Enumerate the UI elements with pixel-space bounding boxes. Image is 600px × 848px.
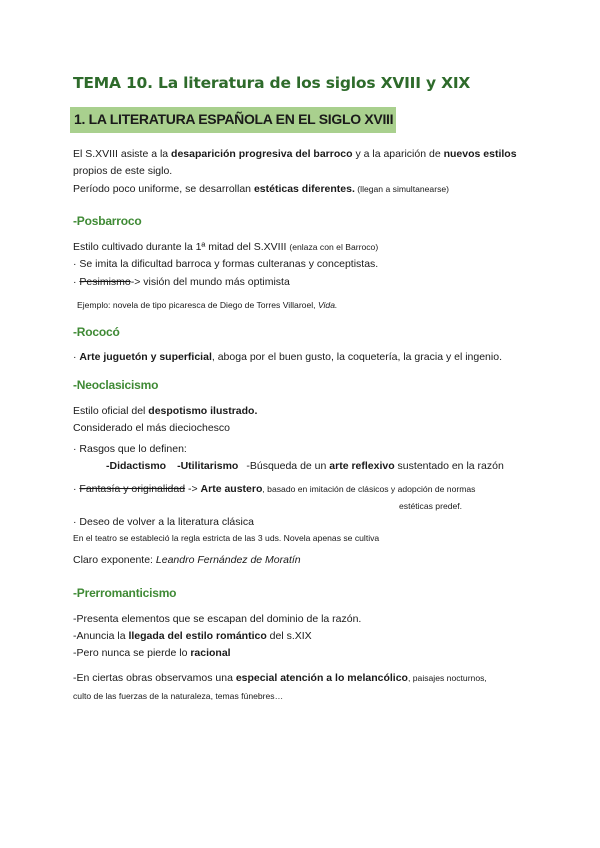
neoclasicismo-line-1: Estilo oficial del despotismo ilustrado.	[73, 405, 258, 417]
posbarroco-line-1: Estilo cultivado durante la 1ª mitad del S.XVIII (enlaza con el Barroco)	[73, 241, 379, 253]
intro-line-2: propios de este siglo.	[73, 165, 173, 177]
neoclasicismo-line-7: · Deseo de volver a la literatura clásica	[73, 516, 254, 528]
document-title: TEMA 10. La literatura de los siglos XVIII y XIX	[73, 74, 471, 92]
posbarroco-line-3: · Pesimismo-> visión del mundo más optimista	[73, 276, 290, 288]
intro-line-1: El S.XVIII asiste a la desaparición progresiva del barroco y a la aparición de nuevos estilos	[73, 148, 517, 160]
neoclasicismo-line-9: Claro exponente: Leandro Fernández de Moratín	[73, 554, 301, 566]
prerromanticismo-line-4: -En ciertas obras observamos una especial atención a lo melancólico, paisajes nocturnos,	[73, 672, 487, 684]
neoclasicismo-line-6: estéticas predef.	[399, 501, 463, 511]
prerromanticismo-line-2: -Anuncia la llegada del estilo romántico del s.XIX	[73, 630, 312, 642]
section-heading: 1. LA LITERATURA ESPAÑOLA EN EL SIGLO XVIII	[74, 111, 394, 127]
subsection-heading-neoclasicismo: -Neoclasicismo	[73, 378, 159, 392]
neoclasicismo-line-5: · Fantasía y originalidad -> Arte austero, basado en imitación de clásicos y adopción de normas	[73, 483, 476, 495]
subsection-heading-posbarroco: -Posbarroco	[73, 214, 142, 228]
posbarroco-example: Ejemplo: novela de tipo picaresca de Diego de Torres Villaroel, Vida.	[77, 300, 338, 310]
neoclasicismo-line-2: Considerado el más dieciochesco	[73, 422, 231, 434]
neoclasicismo-line-3: · Rasgos que lo definen:	[73, 443, 187, 455]
prerromanticismo-line-1: -Presenta elementos que se escapan del dominio de la razón.	[73, 613, 362, 625]
prerromanticismo-line-5: culto de las fuerzas de la naturaleza, temas fúnebres…	[73, 691, 284, 701]
neoclasicismo-line-4: -Didactismo -Utilitarismo -Búsqueda de un arte reflexivo sustentado en la razón	[106, 460, 504, 472]
intro-line-3: Período poco uniforme, se desarrollan estéticas diferentes. (llegan a simultanearse)	[73, 183, 450, 195]
subsection-heading-rococo: -Rococó	[73, 325, 120, 339]
rococo-line-1: · Arte juguetón y superficial, aboga por el buen gusto, la coquetería, la gracia y el ingenio.	[73, 351, 502, 363]
posbarroco-line-2: · Se imita la dificultad barroca y formas culteranas y conceptistas.	[73, 258, 379, 270]
subsection-heading-prerromanticismo: -Prerromanticismo	[73, 586, 177, 600]
prerromanticismo-line-3: -Pero nunca se pierde lo racional	[73, 647, 231, 659]
neoclasicismo-line-8: En el teatro se estableció la regla estricta de las 3 uds. Novela apenas se cultiva	[73, 533, 380, 543]
